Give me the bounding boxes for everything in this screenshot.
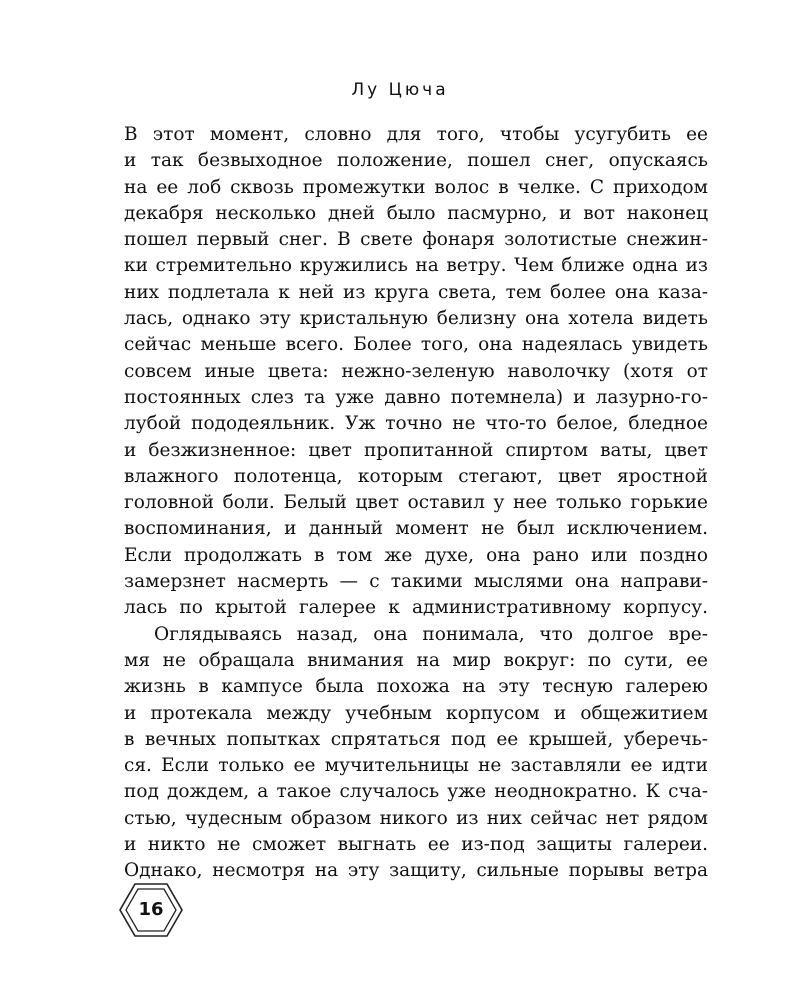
running-title: Лу Цюча (351, 80, 449, 100)
text-line: ки стремительно кружились на ветру. Чем ближе одна из (124, 255, 708, 277)
text-line: под дождем, а такое случалось уже неоднократно. К сча- (124, 781, 708, 803)
text-line: декабря несколько дней было пасмурно, и вот наконец (124, 202, 708, 224)
text-line: них подлетала к ней из круга света, тем более она каза- (124, 281, 708, 303)
text-line: Если продолжать в том же духе, она рано или поздно (124, 544, 708, 566)
text-line: воспоминания, и данный момент не был исключением. (124, 518, 708, 540)
text-line: пошел первый снег. В свете фонаря золотистые снежин- (124, 229, 708, 251)
text-line: постоянных слез та уже давно потемнела) и лазурно-го- (124, 386, 708, 408)
text-line: В этот момент, словно для того, чтобы усугубить ее (124, 124, 708, 145)
body-text (124, 122, 708, 885)
text-line: на ее лоб сквозь промежутки волос в челке. С приходом (124, 176, 708, 198)
text-line: лась, однако эту кристальную белизну она хотела видеть (124, 308, 708, 330)
text-line: и так безвыходное положение, пошел снег, опускаясь (124, 150, 708, 172)
text-line: стью, чудесным образом никого из них сейчас нет рядом (124, 807, 708, 829)
text-line: головной боли. Белый цвет оставил у нее только горькие (124, 492, 708, 514)
text-line: и протекала между учебным корпусом и общежитием (124, 702, 708, 724)
text-line: лубой пододеяльник. Уж точно не что-то белое, бледное (124, 413, 708, 435)
text-line: влажного полотенца, которым стегают, цвет яростной (124, 465, 708, 487)
text-line: Однако, несмотря на эту защиту, сильные порывы ветра (124, 860, 708, 882)
text-line: ся. Если только ее мучительницы не заставляли ее идти (124, 755, 708, 777)
text-line: и никто не сможет выгнать ее из-под защиты галереи. (124, 834, 708, 856)
text-line: в вечных попытках спрятаться под ее крышей, уберечь- (124, 728, 708, 750)
text-line: жизнь в кампусе была похожа на эту тесную галерею (124, 676, 708, 698)
text-line: замерзнет насмерть — с такими мыслями она направи- (124, 571, 708, 593)
text-line: совсем иные цвета: нежно-зеленую наволочку (хотя от (124, 360, 708, 382)
text-line: мя не обращала внимания на мир вокруг: по сути, ее (124, 649, 708, 671)
page-number: 16 (138, 899, 164, 920)
page-number-badge (118, 882, 184, 938)
text-line: и безжизненное: цвет пропитанной спиртом ваты, цвет (124, 439, 708, 461)
text-line: сейчас меньше всего. Более того, она надеялась увидеть (124, 334, 708, 356)
text-line: лась по крытой галерее к административному корпусу. (124, 597, 708, 619)
paragraph-start-line: Оглядываясь назад, она понимала, что долгое вре- (154, 623, 708, 645)
